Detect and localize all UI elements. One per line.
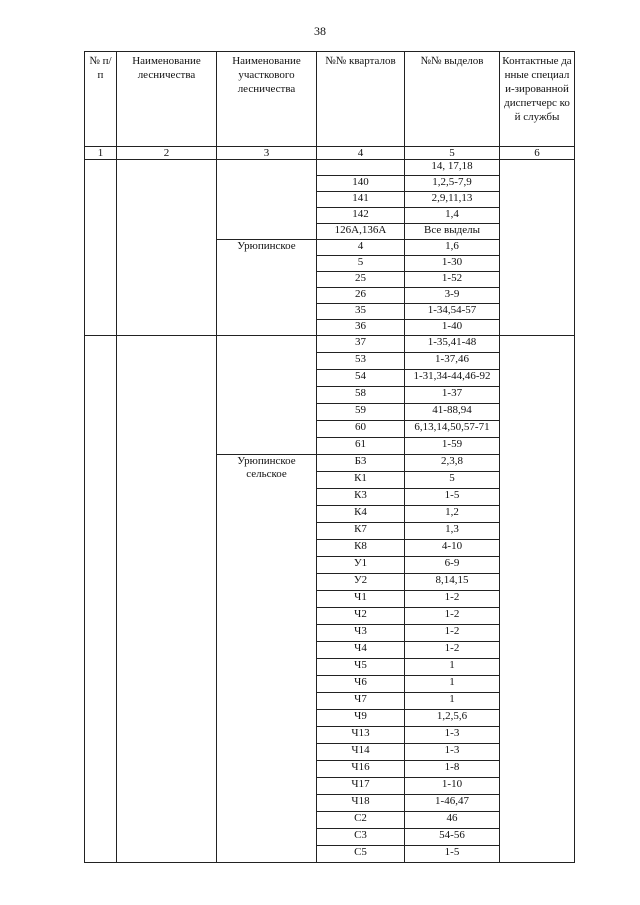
allotment-cell: 1-46,47	[405, 795, 500, 812]
contacts-cell	[500, 336, 575, 863]
allotment-cell: 1-3	[405, 727, 500, 744]
quarter-cell: С5	[317, 846, 405, 863]
quarter-cell: 58	[317, 387, 405, 404]
column-numbers-row	[85, 147, 575, 160]
allotment-cell: 1,2	[405, 506, 500, 523]
allotment-cell: 1-35,41-48	[405, 336, 500, 353]
quarter-cell: 60	[317, 421, 405, 438]
allotment-cell: 1	[405, 676, 500, 693]
quarter-cell: К3	[317, 489, 405, 506]
allotment-cell: 54-56	[405, 829, 500, 846]
allotment-cell: 6-9	[405, 557, 500, 574]
page-number: 38	[314, 24, 326, 38]
allotment-cell: 1	[405, 659, 500, 676]
allotment-cell: 1-34,54-57	[405, 304, 500, 320]
quarter-cell: 140	[317, 176, 405, 192]
allotment-cell: 1-5	[405, 846, 500, 863]
quarter-cell: 54	[317, 370, 405, 387]
quarter-cell: Ч4	[317, 642, 405, 659]
quarter-cell: Ч16	[317, 761, 405, 778]
quarter-cell: Ч17	[317, 778, 405, 795]
quarter-cell: 37	[317, 336, 405, 353]
quarter-cell: У1	[317, 557, 405, 574]
quarter-cell	[317, 160, 405, 176]
quarter-cell: Ч3	[317, 625, 405, 642]
allotment-cell: 46	[405, 812, 500, 829]
district-forestry-cell: Урюпинское сельское	[217, 455, 317, 863]
quarter-cell: Ч9	[317, 710, 405, 727]
quarter-cell: Б3	[317, 455, 405, 472]
allotment-cell: 1-2	[405, 642, 500, 659]
allotment-cell: 1-30	[405, 256, 500, 272]
header-forestry: Наименование лесничества	[117, 52, 217, 147]
column-number: 1	[85, 147, 117, 160]
allotment-cell: 1,2,5-7,9	[405, 176, 500, 192]
allotment-cell: 3-9	[405, 288, 500, 304]
allotment-cell: 1-8	[405, 761, 500, 778]
quarter-cell: К4	[317, 506, 405, 523]
quarter-cell: Ч7	[317, 693, 405, 710]
quarter-cell: 126А,136А	[317, 224, 405, 240]
quarter-cell: 5	[317, 256, 405, 272]
quarter-cell: С2	[317, 812, 405, 829]
quarter-cell: 35	[317, 304, 405, 320]
allotment-cell: 1-2	[405, 608, 500, 625]
quarter-cell: К8	[317, 540, 405, 557]
column-number: 6	[500, 147, 575, 160]
header-num: № п/п	[85, 52, 117, 147]
allotment-cell: 2,3,8	[405, 455, 500, 472]
quarter-cell: 25	[317, 272, 405, 288]
allotment-cell: 1,2,5,6	[405, 710, 500, 727]
allotment-cell: 6,13,14,50,57-71	[405, 421, 500, 438]
allotment-cell: 8,14,15	[405, 574, 500, 591]
allotment-cell: 2,9,11,13	[405, 192, 500, 208]
quarter-cell: С3	[317, 829, 405, 846]
quarter-cell: Ч1	[317, 591, 405, 608]
district-forestry-cell: Урюпинское	[217, 240, 317, 336]
allotment-cell: 1-52	[405, 272, 500, 288]
table-row	[85, 336, 575, 353]
quarter-cell: К7	[317, 523, 405, 540]
header-allotments: №№ выделов	[405, 52, 500, 147]
quarter-cell: Ч6	[317, 676, 405, 693]
row-num-cell	[85, 160, 117, 336]
quarter-cell: Ч14	[317, 744, 405, 761]
forestry-cell	[117, 160, 217, 336]
allotment-cell: 1-59	[405, 438, 500, 455]
quarter-cell: 141	[317, 192, 405, 208]
allotment-cell: 1-10	[405, 778, 500, 795]
column-number: 2	[117, 147, 217, 160]
header-quarters: №№ кварталов	[317, 52, 405, 147]
quarter-cell: Ч2	[317, 608, 405, 625]
district-forestry-cell	[217, 160, 317, 240]
allotment-cell: 1,6	[405, 240, 500, 256]
allotment-cell: Все выделы	[405, 224, 500, 240]
allotment-cell: 41-88,94	[405, 404, 500, 421]
quarter-cell: 142	[317, 208, 405, 224]
allotment-cell: 1-37	[405, 387, 500, 404]
allotment-cell: 1-37,46	[405, 353, 500, 370]
quarter-cell: 59	[317, 404, 405, 421]
district-forestry-cell	[217, 336, 317, 455]
column-number: 5	[405, 147, 500, 160]
allotment-cell: 1-5	[405, 489, 500, 506]
table-row	[85, 160, 575, 176]
quarter-cell: К1	[317, 472, 405, 489]
header-district-forestry: Наименование участкового лесничества	[217, 52, 317, 147]
allotment-cell: 1	[405, 693, 500, 710]
quarter-cell: 61	[317, 438, 405, 455]
column-number: 4	[317, 147, 405, 160]
allotment-cell: 1-2	[405, 625, 500, 642]
allotment-cell: 1,3	[405, 523, 500, 540]
quarter-cell: У2	[317, 574, 405, 591]
quarter-cell: Ч13	[317, 727, 405, 744]
quarter-cell: 36	[317, 320, 405, 336]
contacts-cell	[500, 160, 575, 336]
quarter-cell: 26	[317, 288, 405, 304]
quarter-cell: 53	[317, 353, 405, 370]
allotment-cell: 4-10	[405, 540, 500, 557]
allotment-cell: 14, 17,18	[405, 160, 500, 176]
quarter-cell: Ч5	[317, 659, 405, 676]
header-row	[85, 52, 575, 147]
allotment-cell: 1-31,34-44,46-92	[405, 370, 500, 387]
allotment-cell: 1,4	[405, 208, 500, 224]
column-number: 3	[217, 147, 317, 160]
quarter-cell: 4	[317, 240, 405, 256]
allotment-cell: 1-2	[405, 591, 500, 608]
forestry-cell	[117, 336, 217, 863]
allotment-cell: 1-3	[405, 744, 500, 761]
row-num-cell	[85, 336, 117, 863]
header-contacts: Контактные данные специали-зированной диспетчерс кой службы	[500, 52, 575, 147]
forest-quarters-table	[84, 51, 575, 863]
allotment-cell: 1-40	[405, 320, 500, 336]
allotment-cell: 5	[405, 472, 500, 489]
quarter-cell: Ч18	[317, 795, 405, 812]
